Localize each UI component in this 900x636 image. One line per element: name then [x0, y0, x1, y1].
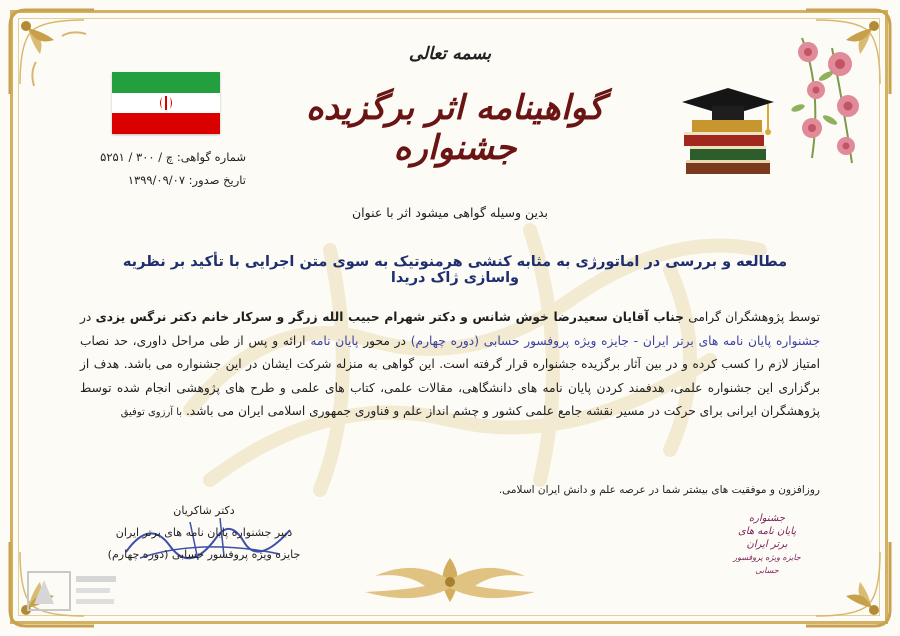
publisher-stamp-icon [24, 566, 122, 616]
festival-logo-line: جایزه ویژه پروفسور حسابی [733, 553, 801, 575]
festival-logo-line: جشنواره [748, 513, 786, 524]
bottom-ornament-icon [355, 552, 545, 608]
books-graduation-cap-icon [678, 84, 778, 182]
festival-logo-line: برتر ایران [746, 539, 788, 550]
corner-ornament-icon [802, 538, 894, 630]
signer-name: دکتر شاکریان [173, 504, 235, 517]
closing-text: روزافزون و موفقیت های بیشتر شما در عرصه علم و دانش ایران اسلامی. [498, 484, 820, 496]
wish-text: با آرزوی توفیق [120, 407, 183, 418]
signer-role: دبیر جشنواره پایان نامه های برتر ایران [115, 526, 293, 539]
axis-name: پایان نامه [310, 333, 359, 348]
body-part: توسط پژوهشگران گرامی [688, 310, 820, 324]
certificate-body [80, 306, 820, 425]
body-part: ارائه و پس از طی مراحل داوری، حد نصاب امتیاز لازم را کسب کرده و در بین آثار برگزیده جشنواره قرار گرفته است. این گواهی به منزله شرکت ایشان در این جشنواره می باشد. هدف از برگزاری این جشنواره علمی، هدفمند کردن پایان نامه های دانشگاهی، مقالات علمی، کتاب های علمی و طرح های پژوهشی انجام شده توسط پژوهشگران ایرانی برای حرکت در مسیر نقشه جامع علمی کشور و چشم انداز علم و فناوری جمهوری اسلامی ایران می باشد. [80, 333, 820, 418]
certificate-number: شماره گواهی: چ / ۳۰۰ / ۵۲۵۱ [100, 150, 246, 164]
flower-decoration-icon [782, 28, 870, 170]
festival-name: جشنواره پایان نامه های برتر ایران - جایزه ویژه پروفسور حسابی (دوره چهارم) [410, 333, 821, 348]
body-part: در محور [363, 333, 406, 348]
bismillah-text: بسمه تعالی [408, 44, 492, 64]
signer-role-festival: جایزه ویژه پروفسور حسابی (دوره چهارم) [107, 548, 301, 561]
certificate-title: گواهینامه اثر برگزیده جشنواره [305, 88, 605, 168]
issue-date: تاریخ صدور: ۱۳۹۹/۰۹/۰۷ [127, 173, 246, 187]
researcher-names: جناب آقایان سعیدرضا خوش شانس و دکتر شهرام حبیب الله زرگر و سرکار خانم دکتر نرگس یزدی [95, 310, 684, 324]
iran-flag-icon [112, 72, 220, 134]
certificate-meta [76, 146, 246, 192]
intro-text: بدین وسیله گواهی میشود اثر با عنوان [351, 205, 548, 220]
festival-logo-line: پایان نامه های [737, 526, 797, 537]
body-part: در [80, 310, 92, 324]
corner-ornament-icon [6, 6, 98, 98]
festival-logo [722, 512, 812, 588]
work-title: مطالعه و بررسی در اماتورژی به مثابه کنشی هرمنوتیک به سوی متن اجرایی با تأکید بر نظریه واسازی ژاک دریدا [122, 254, 788, 286]
signature-block [104, 500, 304, 566]
